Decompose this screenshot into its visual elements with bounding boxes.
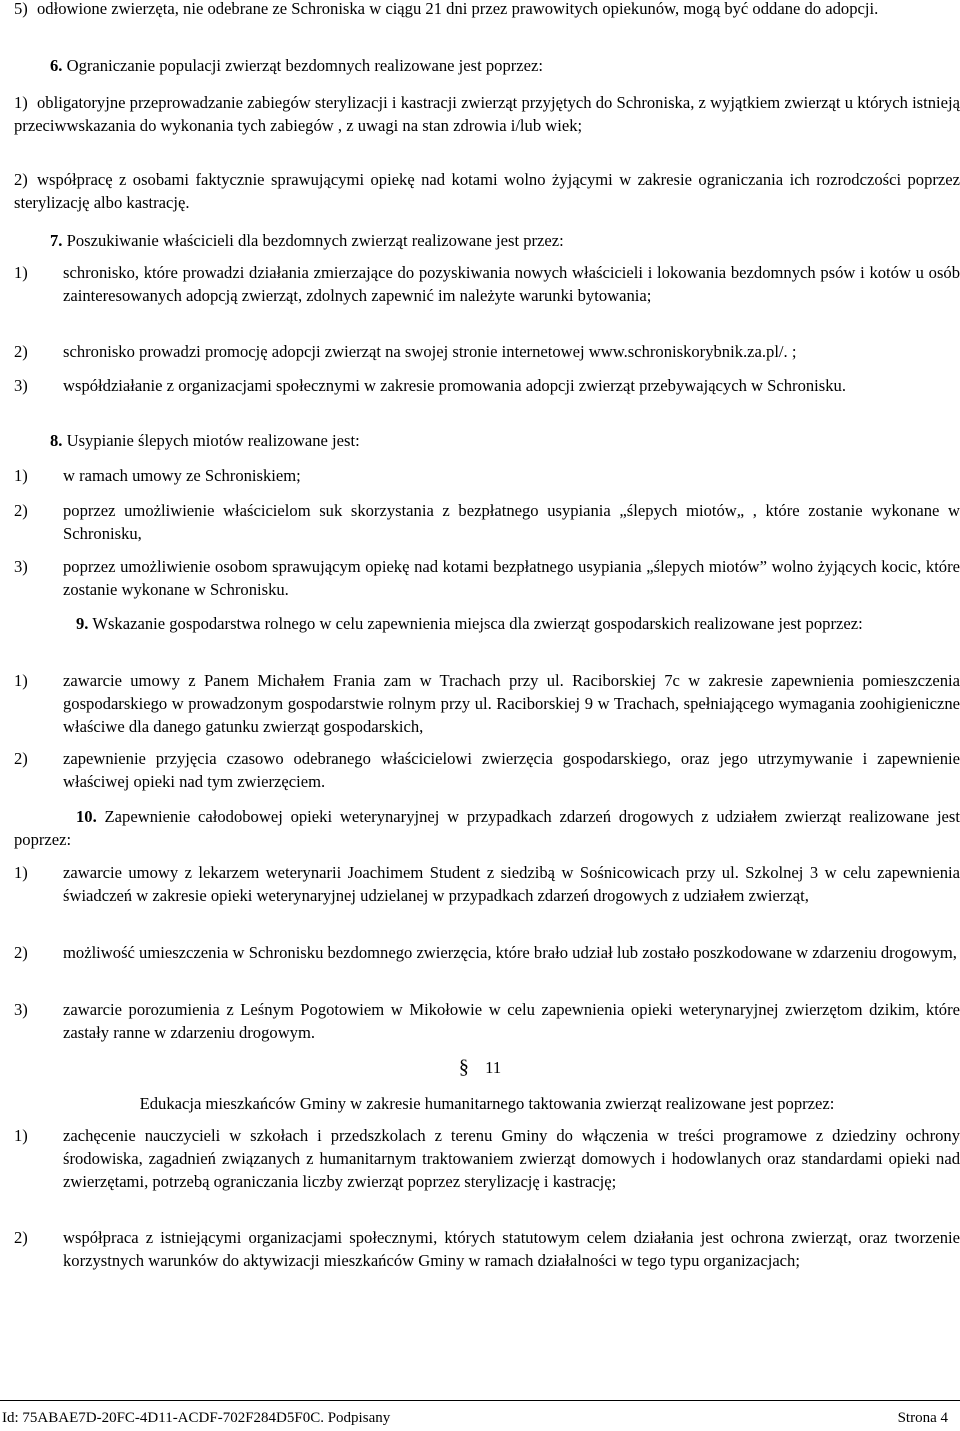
item-text: w ramach umowy ze Schroniskiem; bbox=[63, 466, 301, 485]
list-item bbox=[14, 1124, 960, 1194]
list-item bbox=[14, 340, 960, 363]
list-item bbox=[14, 669, 960, 739]
section-number: 10. bbox=[76, 807, 97, 826]
list-item bbox=[14, 91, 960, 137]
page-number: Strona 4 bbox=[897, 1410, 948, 1426]
item-number: 1) bbox=[14, 93, 28, 112]
section-heading bbox=[14, 612, 960, 635]
item-text: współdziałanie z organizacjami społecznymi w zakresie promowania adopcji zwierząt przebywających w Schronisku. bbox=[63, 376, 846, 395]
item-number: 1) bbox=[14, 863, 28, 882]
list-item bbox=[14, 1226, 960, 1272]
list-item bbox=[14, 747, 960, 793]
item-number: 1) bbox=[14, 1126, 28, 1145]
item-number: 2) bbox=[14, 170, 28, 189]
item-text: możliwość umieszczenia w Schronisku bezdomnego zwierzęcia, które brało udział lub zostało poszkodowane w zdarzeniu drogowym, bbox=[63, 943, 957, 962]
list-item bbox=[14, 374, 960, 397]
list-item bbox=[14, 261, 960, 307]
list-item bbox=[14, 464, 960, 487]
item-text: zawarcie umowy z lekarzem weterynarii Joachimem Student z siedzibą w Sośnicowicach przy ul. Szkolnej 3 w celu zapewnienia świadczeń w zakresie opieki weterynaryjnej udzielanej w przypadkach zdarzeń drogowych z udziałem zwierząt, bbox=[63, 863, 960, 906]
page-footer bbox=[0, 1400, 960, 1429]
item-text: zawarcie umowy z Panem Michałem Frania zam w Trachach przy ul. Raciborskiej 7c w zakresie zapewnienia pomieszczenia gospodarskiego w prowadzonym gospodarstwie rolnym przy ul. Raciborskiej 9 w Trachach, spełniającego wymagania zoohigieniczne właściwe dla danego gatunku zwierząt gospodarskich, bbox=[63, 671, 960, 737]
section-heading bbox=[14, 54, 960, 77]
document-id: Id: 75ABAE7D-20FC-4D11-ACDF-702F284D5F0C. Podpisany bbox=[2, 1410, 391, 1426]
list-item bbox=[14, 555, 960, 601]
section-heading-text: Poszukiwanie właścicieli dla bezdomnych zwierząt realizowane jest przez: bbox=[66, 231, 564, 250]
item-text: zawarcie porozumienia z Leśnym Pogotowiem w Mikołowie w celu zapewnienia opieki weterynaryjnej zwierzętom dzikim, które zastały ranne w zdarzeniu drogowym. bbox=[63, 1000, 960, 1043]
item-text: współpracę z osobami faktycznie sprawującymi opiekę nad kotami wolno żyjącymi w zakresie ograniczania ich rozrodczości poprzez sterylizację albo kastrację. bbox=[14, 170, 960, 213]
section-heading bbox=[14, 229, 960, 252]
section-heading bbox=[0, 1092, 960, 1115]
item-number: 3) bbox=[14, 557, 28, 576]
list-item bbox=[14, 0, 960, 20]
section-heading bbox=[14, 429, 960, 452]
item-number: 3) bbox=[14, 1000, 28, 1019]
item-number: 5) bbox=[14, 0, 28, 18]
section-heading bbox=[14, 805, 960, 851]
section-heading-text: Ograniczanie populacji zwierząt bezdomnych realizowane jest poprzez: bbox=[66, 56, 543, 75]
section-heading-text: Wskazanie gospodarstwa rolnego w celu zapewnienia miejsca dla zwierząt gospodarskich realizowane jest poprzez: bbox=[92, 614, 863, 633]
item-text: schronisko, które prowadzi działania zmierzające do pozyskiwania nowych właścicieli i lokowania bezdomnych psów i kotów u osób zainteresowanych adopcją zwierząt, zdolnych zapewnić im należyte warunki bytowania; bbox=[63, 263, 960, 306]
item-text: zapewnienie przyjęcia czasowo odebranego właścicielowi zwierzęcia gospodarskiego, oraz jego utrzymywanie i zapewnienie właściwej opieki nad tym zwierzęciem. bbox=[63, 749, 960, 792]
item-text: współpraca z istniejącymi organizacjami społecznymi, których statutowym celem działania jest ochrona zwierząt, oraz tworzenie korzystnych warunków do aktywizacji mieszkańców Gminy w ramach działalności w tego typu organizacjach; bbox=[63, 1228, 960, 1271]
section-number: 6. bbox=[50, 56, 63, 75]
paragraph-symbol: § bbox=[458, 1056, 469, 1078]
item-number: 2) bbox=[14, 943, 28, 962]
list-item bbox=[14, 499, 960, 545]
list-item bbox=[14, 998, 960, 1044]
item-number: 2) bbox=[14, 342, 28, 361]
list-item bbox=[14, 941, 960, 964]
item-text: obligatoryjne przeprowadzanie zabiegów sterylizacji i kastracji zwierząt przyjętych do Schroniska, z wyjątkiem zwierząt u których istnieją przeciwwskazania do wykonania tych zabiegów , z uwagi na stan zdrowia i/lub wiek; bbox=[14, 93, 960, 136]
item-number: 1) bbox=[14, 671, 28, 690]
item-number: 2) bbox=[14, 501, 28, 520]
section-number: 8. bbox=[50, 431, 63, 450]
section-number: 11 bbox=[485, 1058, 502, 1077]
item-text: schronisko prowadzi promocję adopcji zwierząt na swojej stronie internetowej www.schroniskorybnik.za.pl/. ; bbox=[63, 342, 797, 361]
item-text: poprzez umożliwienie osobom sprawującym opiekę nad kotami bezpłatnego usypiania „ślepych miotów” wolno żyjących kocic, które zostanie wykonane w Schronisku. bbox=[63, 557, 960, 600]
section-number: 9. bbox=[76, 614, 89, 633]
item-text: zachęcenie nauczycieli w szkołach i przedszkolach z terenu Gminy do włączenia w treści programowe z dziedziny ochrony środowiska, zagadnień związanych z humanitarnym traktowaniem zwierząt domowych i hodowlanych oraz standardami opieki nad zwierzętami, potrzebą ograniczania liczby zwierząt poprzez sterylizację i kastrację; bbox=[63, 1126, 960, 1192]
item-number: 2) bbox=[14, 1228, 28, 1247]
list-item bbox=[14, 861, 960, 907]
item-number: 1) bbox=[14, 466, 28, 485]
list-item bbox=[14, 168, 960, 214]
item-number: 2) bbox=[14, 749, 28, 768]
item-text: poprzez umożliwienie właścicielom suk skorzystania z bezpłatnego usypiania „ślepych miotów„ , które zostanie wykonane w Schronisku, bbox=[63, 501, 960, 544]
section-number: 7. bbox=[50, 231, 63, 250]
section-paragraph-mark bbox=[0, 1056, 960, 1079]
item-number: 1) bbox=[14, 263, 28, 282]
section-heading-text: Usypianie ślepych miotów realizowane jest: bbox=[66, 431, 360, 450]
item-text: odłowione zwierzęta, nie odebrane ze Schroniska w ciągu 21 dni przez prawowitych opiekunów, mogą być oddane do adopcji. bbox=[37, 0, 879, 18]
section-heading-text: Edukacja mieszkańców Gminy w zakresie humanitarnego taktowania zwierząt realizowane jest poprzez: bbox=[139, 1094, 835, 1113]
item-number: 3) bbox=[14, 376, 28, 395]
section-heading-text: Zapewnienie całodobowej opieki weterynaryjnej w przypadkach zdarzeń drogowych z udziałem zwierząt realizowane jest poprzez: bbox=[14, 807, 960, 850]
